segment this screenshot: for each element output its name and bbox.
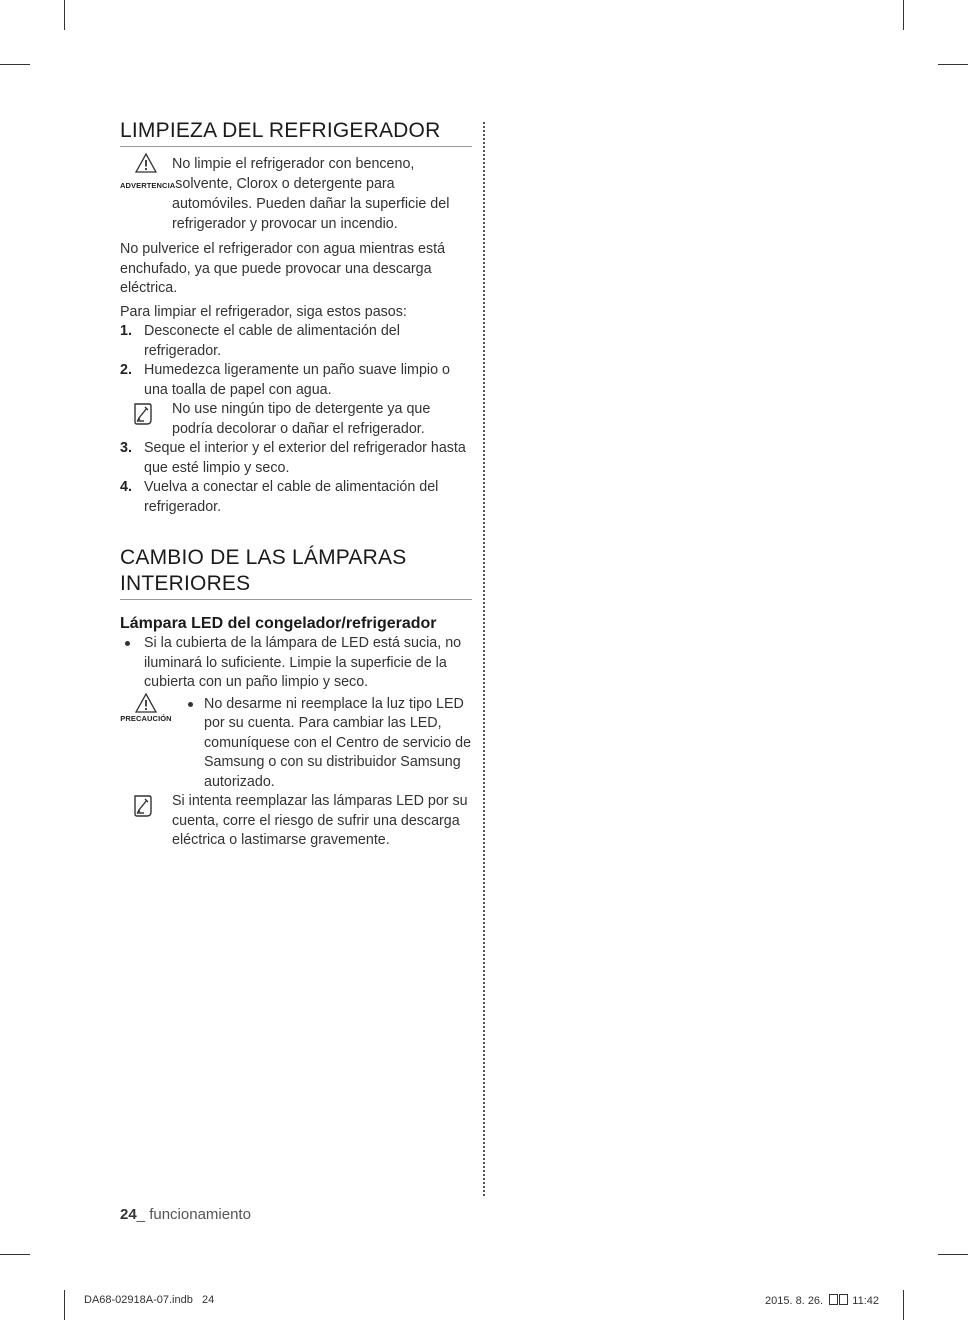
- caution-icon-wrap: [120, 693, 172, 723]
- crop-mark: [0, 64, 30, 65]
- page-section: _ funcionamiento: [136, 1206, 251, 1223]
- paragraph-steps-intro: Para limpiar el refrigerador, siga estos pasos:: [120, 303, 407, 320]
- warning-block: [120, 155, 472, 234]
- box-glyph-icon: [829, 1294, 838, 1305]
- warning-text-line1: No limpie el refrigerador con benceno,: [172, 156, 415, 172]
- warning-text-line2-content: solvente, Clorox o detergente para: [175, 175, 395, 192]
- cleaning-steps: [120, 322, 472, 400]
- note-text-led: Si intenta reemplazar las lámparas LED por su cuenta, corre el riesgo de sufrir una descarga eléctrica o lastimarse gravemente.: [172, 793, 468, 848]
- crop-mark: [64, 1290, 65, 1320]
- warning-label: ADVERTENCIA: [120, 180, 176, 190]
- list-item: No desarme ni reemplace la luz tipo LED por su cuenta. Para cambiar las LED, comuníquese con el Centro de servicio de Samsung o con su distribuidor Samsung autorizado.: [188, 695, 472, 793]
- note-text-cleaning: No use ningún tipo de detergente ya que podría decolorar o dañar el refrigerador.: [172, 401, 431, 437]
- led-bullets: [120, 634, 472, 693]
- list-item: 2. Humedezca ligeramente un paño suave limpio o una toalla de papel con agua.: [120, 362, 450, 398]
- caution-bullets: [188, 695, 472, 793]
- note-pencil-icon: [132, 402, 154, 426]
- crop-mark: [0, 1254, 30, 1255]
- warning-triangle-icon: [135, 693, 157, 713]
- crop-mark: [903, 0, 904, 30]
- list-item: 4. Vuelva a conectar el cable de alimentación del refrigerador.: [120, 479, 439, 515]
- page-footer: [120, 1206, 251, 1223]
- caution-label: PRECAUCIÓN: [120, 713, 172, 723]
- content-column: [120, 118, 472, 851]
- paragraph-spray: No pulverice el refrigerador con agua mientras está enchufado, ya que puede provocar una descarga eléctrica.: [120, 241, 446, 296]
- warning-triangle-icon: [135, 153, 157, 173]
- print-slug-file: DA68-02918A-07.indb 24: [84, 1294, 215, 1306]
- warning-icon-wrap: [120, 153, 172, 173]
- cleaning-steps-cont: [120, 439, 472, 517]
- crop-mark: [64, 0, 65, 30]
- crop-mark: [938, 64, 968, 65]
- warning-text-rest: automóviles. Pueden dañar la superficie del refrigerador y provocar un incendio.: [172, 196, 450, 232]
- crop-mark: [903, 1290, 904, 1320]
- list-item: Si la cubierta de la lámpara de LED está sucia, no iluminará lo suficiente. Limpie la superficie de la cubierta con un paño limpio y seco.: [120, 634, 472, 693]
- list-item: 3. Seque el interior y el exterior del refrigerador hasta que esté limpio y seco.: [120, 440, 466, 476]
- note-block-led: [120, 792, 472, 851]
- box-glyph-icon: [839, 1294, 848, 1305]
- crop-mark: [938, 1254, 968, 1255]
- print-slug-date: 2015. 8. 26. 11:42: [765, 1295, 880, 1307]
- note-pencil-icon: [132, 794, 154, 818]
- list-item: 1. Desconecte el cable de alimentación del refrigerador.: [120, 323, 400, 359]
- caution-block: [120, 695, 472, 793]
- warning-text-line2: [120, 175, 472, 196]
- note-block: [120, 400, 472, 439]
- subsection-title-led: Lámpara LED del congelador/refrigerador: [120, 615, 437, 632]
- column-divider: [483, 122, 485, 1196]
- section-title-cleaning: LIMPIEZA DEL REFRIGERADOR: [120, 118, 472, 147]
- section-title-lamps: CAMBIO DE LAS LÁMPARAS INTERIORES: [120, 545, 472, 600]
- page-number: 24: [120, 1206, 137, 1223]
